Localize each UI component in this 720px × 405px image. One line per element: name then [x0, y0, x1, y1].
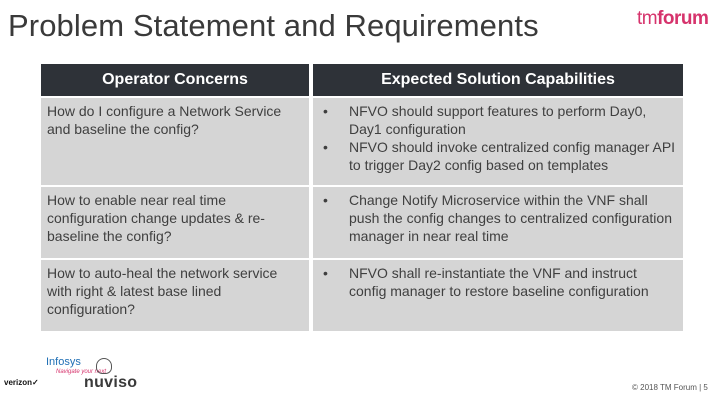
capability-bullet — [323, 264, 677, 300]
capability-text: NFVO should invoke centralized config manager API to trigger Day2 config based on templates — [349, 139, 676, 173]
nuviso-logo: nuviso — [84, 374, 138, 391]
table-row — [41, 260, 683, 331]
concern-cell: How do I configure a Network Service and baseline the config? — [41, 98, 309, 185]
bullet-icon: • — [323, 139, 328, 155]
header-solution-capabilities: Expected Solution Capabilities — [313, 64, 683, 96]
capability-bullet — [323, 138, 677, 174]
table-row — [41, 98, 683, 185]
tmforum-logo — [637, 8, 708, 30]
logo-tm-text: tm — [637, 8, 658, 29]
nuviso-mark-icon — [96, 358, 112, 374]
slide-title: Problem Statement and Requirements — [8, 8, 539, 43]
capability-text: NFVO shall re-instantiate the VNF and instruct config manager to restore baseline configuration — [349, 265, 649, 299]
bullet-icon: • — [323, 103, 328, 119]
logo-forum-text: forum — [657, 8, 709, 29]
table-row — [41, 187, 683, 258]
infosys-tagline: Navigate your next — [56, 369, 107, 375]
infosys-logo: Infosys — [46, 356, 81, 368]
capability-text: NFVO should support features to perform Day0, Day1 configuration — [349, 103, 647, 137]
capabilities-cell — [313, 98, 683, 185]
capability-bullet — [323, 102, 677, 138]
verizon-logo: verizon✓ — [4, 378, 39, 387]
capabilities-cell — [313, 260, 683, 331]
concern-cell: How to auto-heal the network service with right & latest base lined configuration? — [41, 260, 309, 331]
requirements-table — [41, 64, 683, 331]
copyright-footer: © 2018 TM Forum | 5 — [632, 383, 708, 392]
capability-bullet — [323, 191, 677, 245]
header-operator-concerns: Operator Concerns — [41, 64, 309, 96]
bullet-icon: • — [323, 265, 328, 281]
capabilities-cell — [313, 187, 683, 258]
partner-logos — [4, 356, 138, 401]
concern-cell: How to enable near real time configuration change updates & re-baseline the config? — [41, 187, 309, 258]
capability-text: Change Notify Microservice within the VNF shall push the config changes to centralized configuration manager in near real time — [349, 192, 672, 244]
bullet-icon: • — [323, 192, 328, 208]
table-header-row — [41, 64, 683, 96]
